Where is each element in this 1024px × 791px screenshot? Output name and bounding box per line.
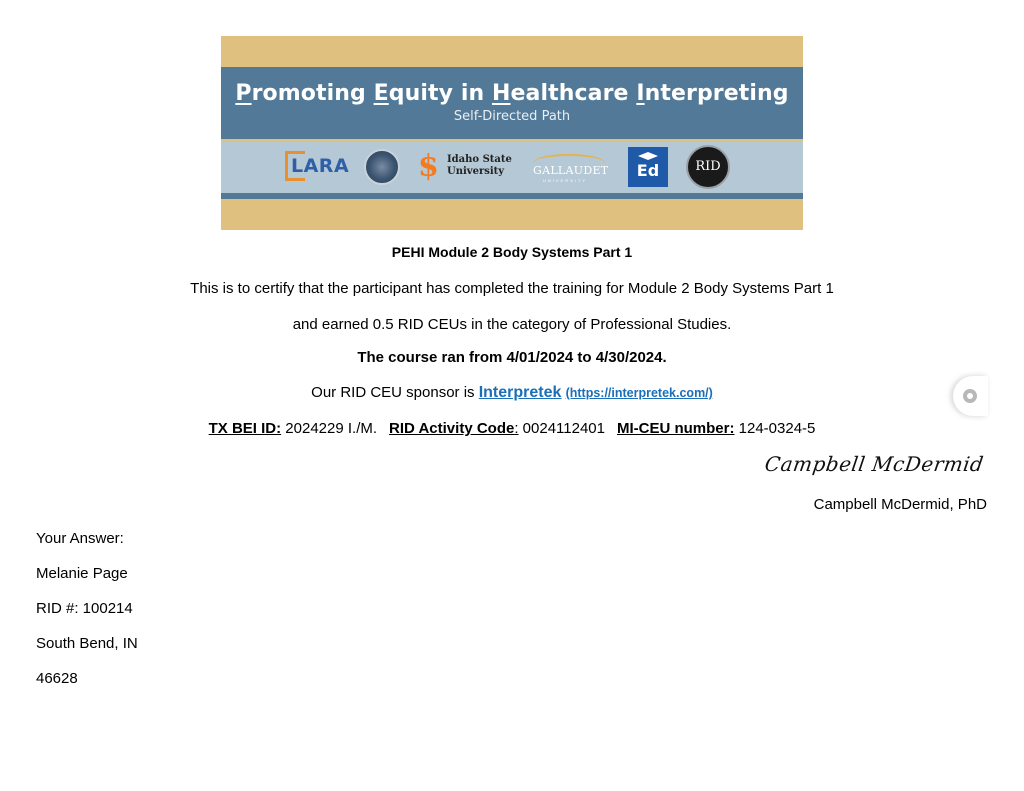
banner-title-band — [221, 67, 803, 139]
participant-zip: 46628 — [36, 670, 78, 687]
idaho-state-university-logo — [418, 149, 513, 184]
certification-statement-line1: This is to certify that the participant has completed the training for Module 2 Body Systems Part 1 — [190, 280, 834, 297]
education-dept-logo — [628, 147, 668, 187]
sponsor-link[interactable]: Interpretek — [478, 384, 562, 401]
banner-title — [221, 81, 803, 106]
sponsor-url-link[interactable]: (https://interpretek.com/) — [565, 386, 713, 400]
rid-activity-colon: : — [514, 420, 519, 437]
gallaudet-subtext: UNIVERSITY — [543, 178, 588, 183]
mi-ceu-value: 124-0324-5 — [734, 420, 816, 437]
participant-city: South Bend, IN — [36, 635, 138, 652]
logo-band — [221, 142, 803, 193]
lara-logo — [285, 151, 350, 183]
sponsor-prefix: Our RID CEU sponsor is — [311, 384, 479, 401]
course-dates: The course ran from 4/01/2024 to 4/30/2024. — [357, 349, 667, 366]
title-part-1: romoting — [251, 81, 374, 106]
id-codes-line — [0, 420, 1024, 437]
sponsor-line — [0, 384, 1024, 402]
banner-subtitle: Self-Directed Path — [453, 109, 571, 124]
module-title: PEHI Module 2 Body Systems Part 1 — [391, 244, 633, 260]
isu-wordmark — [447, 154, 512, 178]
title-cap-i: I — [636, 81, 645, 106]
participant-rid-number: RID #: 100214 — [36, 600, 133, 617]
rid-activity-value: 0024112401 — [518, 420, 605, 437]
title-cap-h: H — [491, 81, 511, 106]
title-cap-e: E — [373, 81, 389, 106]
isu-monogram-icon: $ — [418, 149, 439, 184]
tx-bei-value: 2024229 I./M. — [281, 420, 378, 437]
signer-name: Campbell McDermid, PhD — [813, 496, 987, 513]
gallaudet-wordmark: GALLAUDET — [533, 164, 609, 177]
gallaudet-logo — [529, 154, 609, 184]
tx-bei-label: TX BEI ID: — [208, 420, 282, 437]
answer-label: Your Answer: — [36, 530, 124, 547]
toggle-icon — [963, 389, 977, 403]
title-part-3: ealthcare — [510, 81, 637, 106]
certification-statement-line2: and earned 0.5 RID CEUs in the category of Professional Studies. — [292, 316, 732, 333]
rid-logo: RID — [686, 145, 730, 189]
state-seal-icon — [364, 149, 400, 185]
signature: Campbell McDermid — [763, 452, 986, 476]
title-part-2: quity in — [388, 81, 492, 106]
isu-line2: University — [447, 166, 505, 177]
title-cap-p: P — [235, 81, 252, 106]
participant-name: Melanie Page — [36, 565, 128, 582]
mi-ceu-label: MI-CEU number: — [616, 420, 735, 437]
header-banner — [221, 36, 803, 230]
graduation-cap-icon — [638, 152, 658, 160]
banner-divider — [221, 193, 803, 199]
ed-logo-text: Ed — [636, 161, 660, 180]
title-part-4: nterpreting — [644, 81, 789, 106]
isu-line1: Idaho State — [447, 154, 512, 165]
lara-logo-text: LARA — [291, 155, 350, 177]
rid-activity-label: RID Activity Code — [389, 420, 515, 437]
floating-side-button[interactable] — [953, 376, 988, 416]
